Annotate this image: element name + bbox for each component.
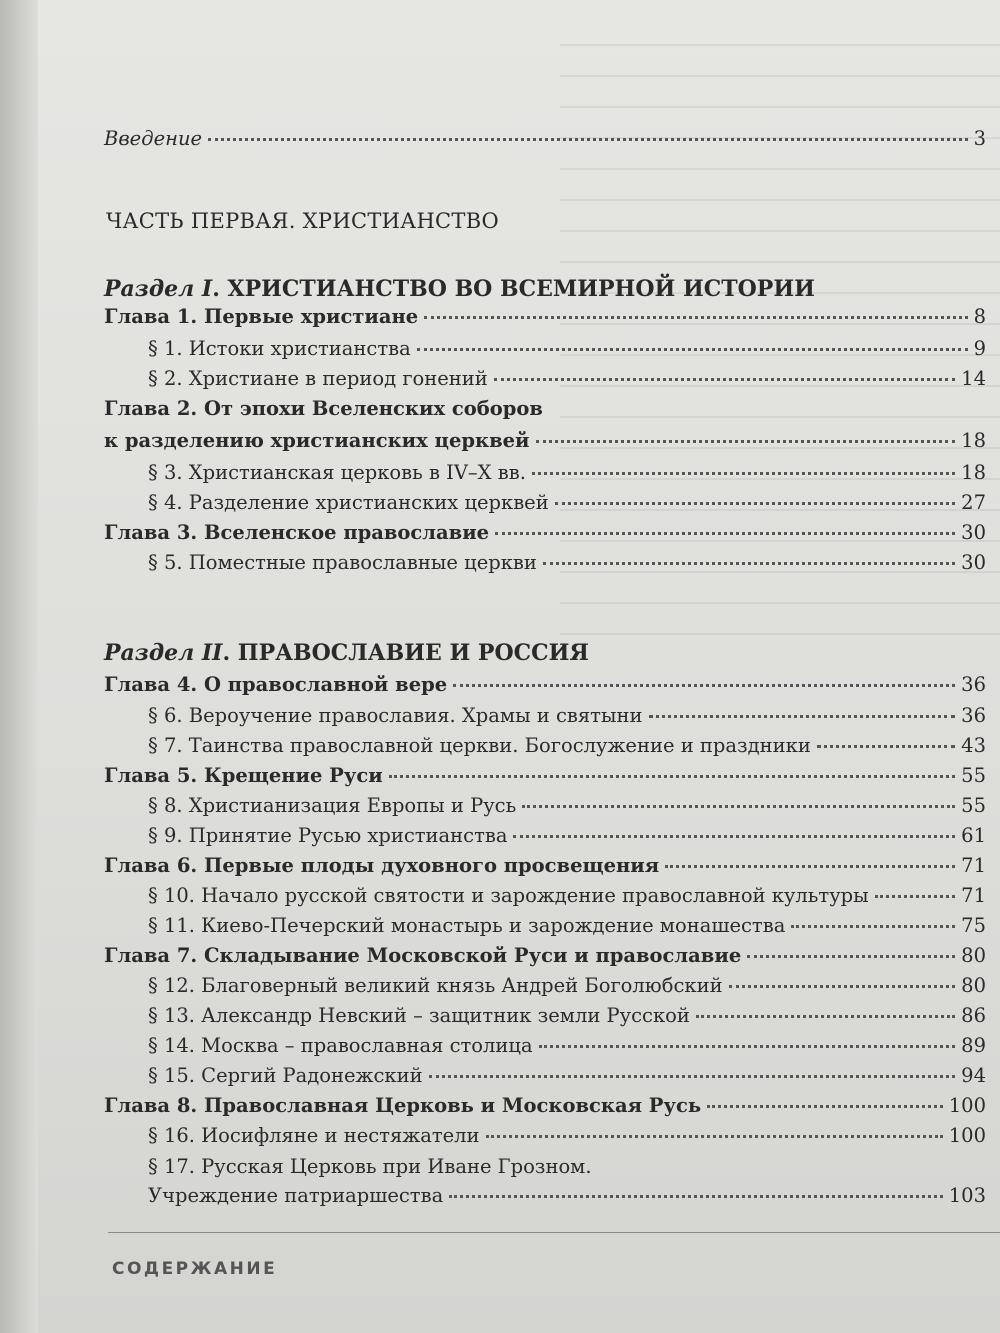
- toc-entry-chapter-2[interactable]: к разделению христианских церквей 18: [104, 429, 986, 452]
- part-title: ЧАСТЬ ПЕРВАЯ. ХРИСТИАНСТВО: [106, 209, 499, 233]
- toc-entry-chapter-4[interactable]: Глава 4. О православной вере 36: [104, 673, 986, 696]
- toc-entry-chapter-3[interactable]: Глава 3. Вселенское православие 30: [104, 521, 986, 544]
- toc-entry-intro[interactable]: Введение 3: [104, 127, 986, 150]
- toc-entry-paragraph-3[interactable]: § 3. Христианская церковь в IV–X вв. 18: [148, 461, 986, 484]
- toc-entry-paragraph-7[interactable]: § 7. Таинства православной церкви. Богослужение и праздники 43: [148, 734, 986, 757]
- footer-divider: [108, 1232, 1000, 1233]
- toc-entry-paragraph-12[interactable]: § 12. Благоверный великий князь Андрей Боголюбский 80: [148, 974, 986, 997]
- toc-entry-paragraph-13[interactable]: § 13. Александр Невский – защитник земли Русской 86: [148, 1004, 986, 1027]
- toc-entry-paragraph-6[interactable]: § 6. Вероучение православия. Храмы и святыни 36: [148, 704, 986, 727]
- toc-entry-paragraph-17[interactable]: Учреждение патриаршества 103: [148, 1184, 986, 1207]
- section-title-1: Раздел I. ХРИСТИАНСТВО ВО ВСЕМИРНОЙ ИСТОРИИ: [104, 276, 815, 302]
- chapter-2-title-line-1: Глава 2. От эпохи Вселенских соборов: [104, 397, 543, 420]
- paragraph-17-title-line-1: § 17. Русская Церковь при Иване Грозном.: [148, 1155, 592, 1178]
- running-footer: СОДЕРЖАНИЕ: [112, 1259, 278, 1279]
- toc-entry-paragraph-11[interactable]: § 11. Киево-Печерский монастырь и зарождение монашества 75: [148, 914, 986, 937]
- toc-entry-chapter-5[interactable]: Глава 5. Крещение Руси 55: [104, 764, 986, 787]
- section-title-2: Раздел II. ПРАВОСЛАВИЕ И РОССИЯ: [104, 640, 589, 666]
- toc-entry-paragraph-4[interactable]: § 4. Разделение христианских церквей 27: [148, 491, 986, 514]
- toc-entry-paragraph-16[interactable]: § 16. Иосифляне и нестяжатели 100: [148, 1124, 986, 1147]
- toc-entry-paragraph-5[interactable]: § 5. Поместные православные церкви 30: [148, 551, 986, 574]
- toc-entry-paragraph-9[interactable]: § 9. Принятие Русью христианства 61: [148, 824, 986, 847]
- toc-entry-paragraph-8[interactable]: § 8. Христианизация Европы и Русь 55: [148, 794, 986, 817]
- toc-entry-paragraph-14[interactable]: § 14. Москва – православная столица 89: [148, 1034, 986, 1057]
- toc-entry-chapter-8[interactable]: Глава 8. Православная Церковь и Московская Русь 100: [104, 1094, 986, 1117]
- toc-entry-paragraph-1[interactable]: § 1. Истоки христианства 9: [148, 337, 986, 360]
- toc-entry-chapter-1[interactable]: Глава 1. Первые христиане 8: [104, 305, 986, 328]
- toc-entry-paragraph-2[interactable]: § 2. Христиане в период гонений 14: [148, 367, 986, 390]
- toc-entry-chapter-6[interactable]: Глава 6. Первые плоды духовного просвещения 71: [104, 854, 986, 877]
- toc-entry-chapter-7[interactable]: Глава 7. Складывание Московской Руси и православие 80: [104, 944, 986, 967]
- toc-entry-paragraph-15[interactable]: § 15. Сергий Радонежский 94: [148, 1064, 986, 1087]
- toc-entry-paragraph-10[interactable]: § 10. Начало русской святости и зарождение православной культуры 71: [148, 884, 986, 907]
